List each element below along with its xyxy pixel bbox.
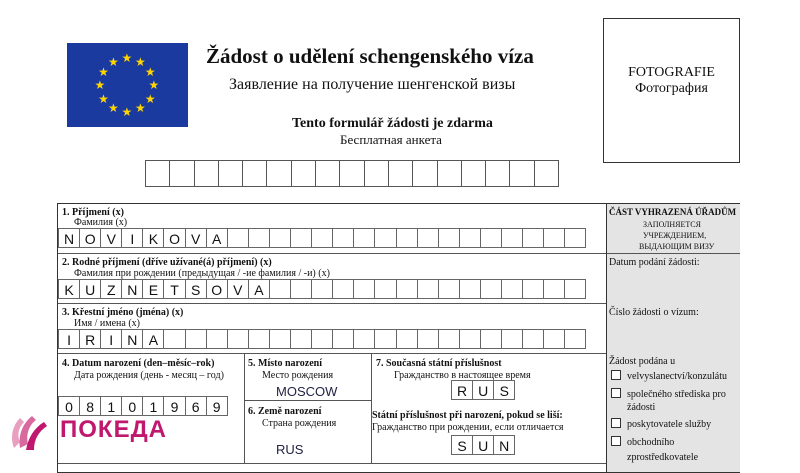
barcode-box [242,160,267,187]
char-cell[interactable]: V [185,228,207,248]
hand-icon [4,408,56,454]
common-centre-option-2: žádosti [627,402,656,413]
logo-text: ПОКЕДА [60,416,168,443]
nationality-label-ru: Гражданство в настоящее время [394,370,531,381]
char-cell[interactable] [206,329,228,349]
birth-nationality-label: Státní příslušnost při narození, pokud se liší: [372,410,563,421]
star-icon: ★ [148,78,160,92]
char-cell[interactable] [248,228,270,248]
star-icon: ★ [135,101,146,116]
char-cell[interactable] [269,228,291,248]
char-cell[interactable] [396,228,418,248]
barcode-box [194,160,219,187]
char-cell[interactable]: I [121,228,143,248]
char-cell[interactable] [227,228,249,248]
char-cell[interactable] [269,279,291,299]
char-cell[interactable] [417,279,439,299]
char-cell[interactable]: O [79,228,101,248]
char-cell[interactable] [417,329,439,349]
char-cell[interactable]: O [163,228,185,248]
char-cell[interactable] [522,279,544,299]
char-cell[interactable]: 8 [79,396,101,416]
commercial-intermediary-option-2: zprostředkovatele [627,452,699,463]
barcode-box [169,160,194,187]
char-cell[interactable] [543,329,565,349]
char-cell[interactable] [374,279,396,299]
commercial-intermediary-option: obchodního [627,437,675,448]
star-icon: ★ [144,64,156,79]
barcode-boxes [145,160,558,187]
birthplace-label-ru: Место рождения [262,370,334,381]
first-name-field[interactable] [58,329,585,349]
star-icon: ★ [98,91,109,106]
char-cell[interactable] [522,329,544,349]
char-cell[interactable] [543,279,565,299]
birth-nationality-label-ru: Гражданство при рождении, если отличается [372,422,564,433]
barcode-box [509,160,534,187]
char-cell[interactable] [564,279,586,299]
char-cell[interactable]: V [227,279,249,299]
char-cell[interactable] [501,329,523,349]
barcode-box [339,160,364,187]
star-icon: ★ [144,91,156,106]
photo-label: FOTOGRAFIE [628,65,715,80]
char-cell[interactable] [290,228,312,248]
star-icon: ★ [108,101,119,116]
char-cell[interactable] [438,329,460,349]
service-provider-option: poskytovatele služby [627,419,712,430]
char-cell[interactable]: S [493,380,515,400]
char-cell[interactable] [353,228,375,248]
office-sub2: УЧРЕЖДЕНИЕМ, [643,231,707,240]
nationality-label: 7. Současná státní příslušnost [376,358,502,369]
char-cell[interactable] [311,329,333,349]
char-cell[interactable] [227,329,249,349]
birth-country-label: 6. Země narození [248,406,322,417]
char-cell[interactable]: U [472,380,494,400]
char-cell[interactable] [564,329,586,349]
char-cell[interactable] [480,279,502,299]
free-notice: Tento formulář žádosti je zdarma [292,116,493,131]
pokeda-logo [4,406,204,456]
char-cell[interactable] [396,329,418,349]
surname-field[interactable] [58,228,585,248]
char-cell[interactable]: E [142,279,164,299]
char-cell[interactable]: T [163,279,185,299]
star-icon: ★ [121,105,133,119]
char-cell[interactable] [269,329,291,349]
photo-box [603,18,740,163]
char-cell[interactable] [459,329,481,349]
birth-nationality-field[interactable] [451,435,514,455]
char-cell[interactable]: R [79,329,101,349]
submitted-at-label: Žádost podána u [609,356,676,367]
char-cell[interactable]: A [206,228,228,248]
birthplace-value[interactable]: MOSCOW [276,384,338,399]
photo-label-ru: Фотография [635,81,708,96]
char-cell[interactable]: 0 [58,396,80,416]
char-cell[interactable] [459,279,481,299]
char-cell[interactable] [290,329,312,349]
char-cell[interactable]: S [185,279,207,299]
char-cell[interactable]: Z [100,279,122,299]
star-icon: ★ [94,78,106,92]
char-cell[interactable] [480,228,502,248]
char-cell[interactable] [332,228,354,248]
char-cell[interactable]: U [472,435,494,455]
char-cell[interactable]: 6 [185,396,207,416]
char-cell[interactable] [480,329,502,349]
char-cell[interactable]: I [100,329,122,349]
char-cell[interactable] [353,279,375,299]
common-centre-checkbox[interactable] [611,388,621,398]
char-cell[interactable] [438,279,460,299]
char-cell[interactable] [163,329,185,349]
date-submitted-label: Datum podání žádosti: [609,257,700,268]
char-cell[interactable] [311,228,333,248]
char-cell[interactable] [185,329,207,349]
char-cell[interactable] [501,279,523,299]
office-sub1: ЗАПОЛНЯЕТСЯ [643,220,701,229]
surname-label-ru: Фамилия (x) [74,217,128,228]
free-notice-ru: Бесплатная анкета [340,132,442,147]
birth-country-value[interactable]: RUS [276,442,304,457]
eu-flag-logo [67,43,188,127]
common-centre-option: společného střediska pro [627,389,726,400]
char-cell[interactable]: 9 [206,396,228,416]
barcode-box [485,160,510,187]
char-cell[interactable]: 1 [142,396,164,416]
barcode-box [437,160,462,187]
barcode-box [412,160,437,187]
star-icon: ★ [121,51,133,65]
char-cell[interactable] [564,228,586,248]
form-title-ru: Заявление на получение шенгенской визы [229,76,516,93]
application-number-label: Číslo žádosti o vízum: [609,307,699,318]
char-cell[interactable]: N [121,329,143,349]
char-cell[interactable] [501,228,523,248]
embassy-option: velvyslanectví/konzulátu [627,371,727,382]
barcode-box [291,160,316,187]
birthplace-label: 5. Místo narození [248,358,322,369]
barcode-box [315,160,340,187]
office-title: ČÁST VYHRAZENÁ ÚŘADŮM [609,207,737,217]
birth-surname-label: 2. Rodné příjmení (dříve užívané(á) příjmení) (x) [62,257,272,268]
star-icon: ★ [98,64,109,79]
char-cell[interactable] [248,329,270,349]
char-cell[interactable]: K [142,228,164,248]
char-cell[interactable] [332,279,354,299]
first-name-label: 3. Křestní jméno (jména) (x) [62,307,184,318]
char-cell[interactable]: N [493,435,515,455]
char-cell[interactable]: U [79,279,101,299]
char-cell[interactable] [396,279,418,299]
barcode-box [461,160,486,187]
nationality-field[interactable] [451,380,514,400]
char-cell[interactable] [417,228,439,248]
char-cell[interactable] [311,279,333,299]
char-cell[interactable]: 1 [100,396,122,416]
char-cell[interactable]: 0 [121,396,143,416]
dob-label: 4. Datum narození (den–měsíc–rok) [62,358,215,369]
embassy-checkbox[interactable] [611,370,621,380]
dob-label-ru: Дата рождения (день - месяц – год) [74,370,224,381]
char-cell[interactable] [290,279,312,299]
char-cell[interactable]: 9 [163,396,185,416]
char-cell[interactable]: R [451,380,473,400]
char-cell[interactable] [332,329,354,349]
service-provider-checkbox[interactable] [611,418,621,428]
barcode-box [145,160,170,187]
first-name-label-ru: Имя / имена (x) [74,318,140,329]
char-cell[interactable] [459,228,481,248]
barcode-box [266,160,291,187]
char-cell[interactable]: K [58,279,80,299]
barcode-box [388,160,413,187]
surname-label: 1. Příjmení (x) [62,207,124,218]
char-cell[interactable]: N [58,228,80,248]
star-icon: ★ [108,54,119,69]
office-sub3: ВЫДАЮЩИМ ВИЗУ [639,242,715,251]
char-cell[interactable]: V [100,228,122,248]
barcode-box [364,160,389,187]
char-cell[interactable] [374,228,396,248]
barcode-box [534,160,559,187]
char-cell[interactable]: I [58,329,80,349]
char-cell[interactable] [543,228,565,248]
star-icon: ★ [135,54,146,69]
char-cell[interactable]: O [206,279,228,299]
char-cell[interactable] [374,329,396,349]
char-cell[interactable]: N [121,279,143,299]
birth-surname-label-ru: Фамилия при рождении (предыдущая / -ие фамилия / -и) (x) [74,268,330,279]
char-cell[interactable] [438,228,460,248]
barcode-box [218,160,243,187]
char-cell[interactable] [522,228,544,248]
office-use-panel [606,204,740,472]
form-title: Žádost o udělení schengenského víza [206,44,534,68]
char-cell[interactable]: A [248,279,270,299]
birth-country-label-ru: Страна рождения [262,418,337,429]
commercial-intermediary-checkbox[interactable] [611,436,621,446]
birth-surname-field[interactable] [58,279,585,299]
char-cell[interactable] [353,329,375,349]
char-cell[interactable]: A [142,329,164,349]
char-cell[interactable]: S [451,435,473,455]
